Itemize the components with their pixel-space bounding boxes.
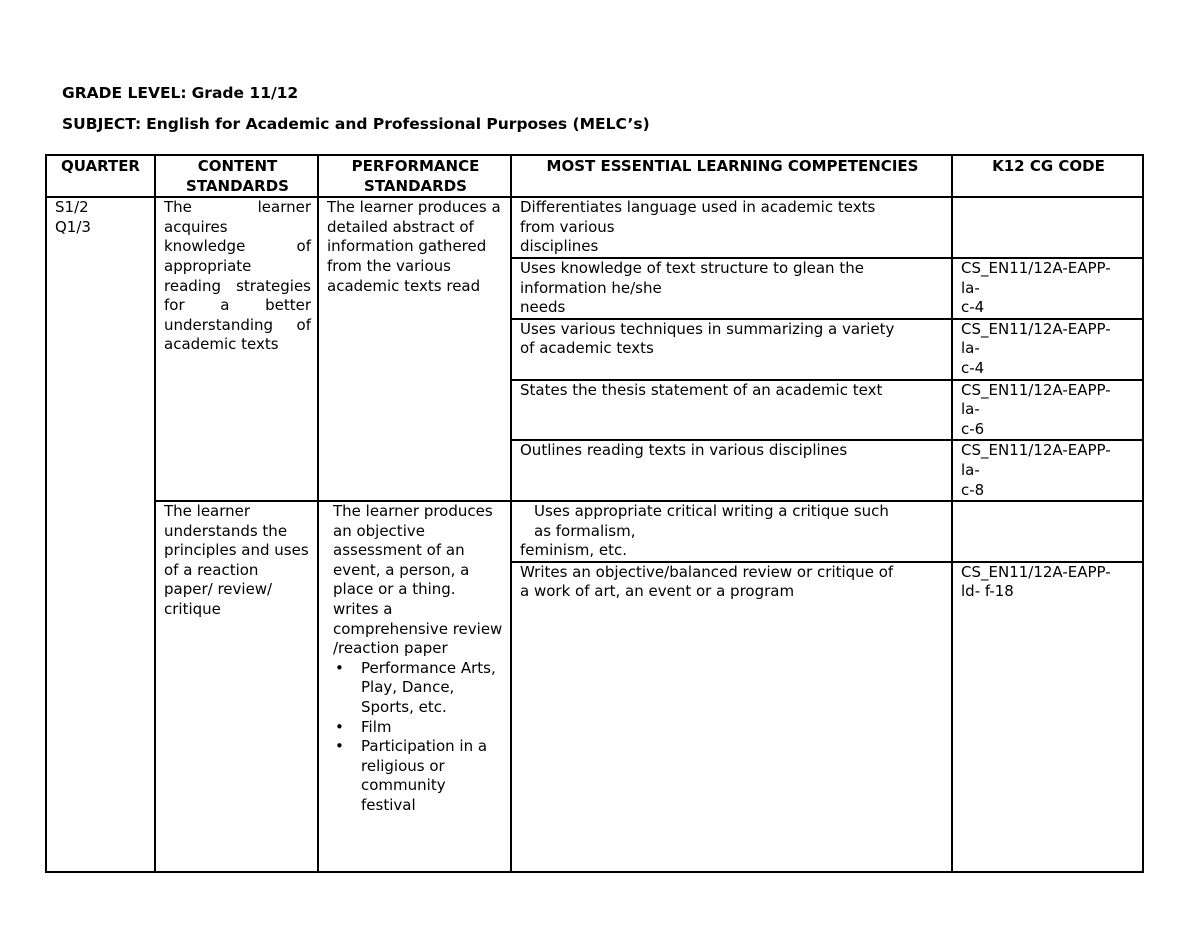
subject-line <box>62 115 650 135</box>
table-row <box>46 501 1143 562</box>
code-cell <box>952 501 1143 562</box>
k12-code-column-header: K12 CG CODE <box>952 155 1143 197</box>
performance-standard-cell <box>318 501 511 872</box>
content-standards-column-header: CONTENT STANDARDS <box>155 155 318 197</box>
list-item: • Film <box>361 718 504 738</box>
code-cell: CS_EN11/12A-EAPP- la- c-8 <box>952 440 1143 501</box>
curriculum-table <box>45 154 1144 873</box>
code-cell <box>952 197 1143 258</box>
content-standard-cell: The learner acquires knowledge of appropriate reading strategies for a better understanding of academic texts <box>155 197 318 501</box>
performance-intro: The learner produces an objective assessment of an event, a person, a place or a thing. writes a comprehensive review /reaction paper <box>333 502 503 658</box>
subject-label: SUBJECT: <box>62 115 142 133</box>
performance-standard-cell: The learner produces a detailed abstract of information gathered from the various academic texts read <box>318 197 511 501</box>
list-item: • Performance Arts, Play, Dance, Sports, etc. <box>361 659 504 718</box>
competency-cell: Differentiates language used in academic texts from various disciplines <box>511 197 952 258</box>
grade-level-line <box>62 84 298 104</box>
competency-cell: Uses knowledge of text structure to glean the information he/she needs <box>511 258 952 319</box>
code-cell: CS_EN11/12A-EAPP- la- c-4 <box>952 319 1143 380</box>
list-item: • Participation in a religious or community festival <box>361 737 504 815</box>
code-cell: CS_EN11/12A-EAPP- ld- f-18 <box>952 562 1143 872</box>
grade-level-label: GRADE LEVEL: <box>62 84 187 102</box>
performance-bullet-list <box>333 659 504 816</box>
header-row <box>46 155 1143 197</box>
content-standard-cell: The learner understands the principles and uses of a reaction paper/ review/ critique <box>155 501 318 872</box>
quarter-cell: S1/2 Q1/3 <box>46 197 155 872</box>
competency-cell: States the thesis statement of an academic text <box>511 380 952 441</box>
code-cell: CS_EN11/12A-EAPP- la- c-6 <box>952 380 1143 441</box>
subject-value: English for Academic and Professional Purposes (MELC’s) <box>146 115 650 133</box>
code-cell: CS_EN11/12A-EAPP- la- c-4 <box>952 258 1143 319</box>
melc-column-header: MOST ESSENTIAL LEARNING COMPETENCIES <box>511 155 952 197</box>
competency-cell: Uses various techniques in summarizing a variety of academic texts <box>511 319 952 380</box>
grade-level-value: Grade 11/12 <box>191 84 299 102</box>
competency-cell: Writes an objective/balanced review or critique of a work of art, an event or a program <box>511 562 952 872</box>
performance-standards-column-header: PERFORMANCE STANDARDS <box>318 155 511 197</box>
competency-cell: Outlines reading texts in various disciplines <box>511 440 952 501</box>
quarter-column-header: QUARTER <box>46 155 155 197</box>
table-row <box>46 197 1143 258</box>
competency-cell: Uses appropriate critical writing a critique such as formalism, feminism, etc. <box>511 501 952 562</box>
